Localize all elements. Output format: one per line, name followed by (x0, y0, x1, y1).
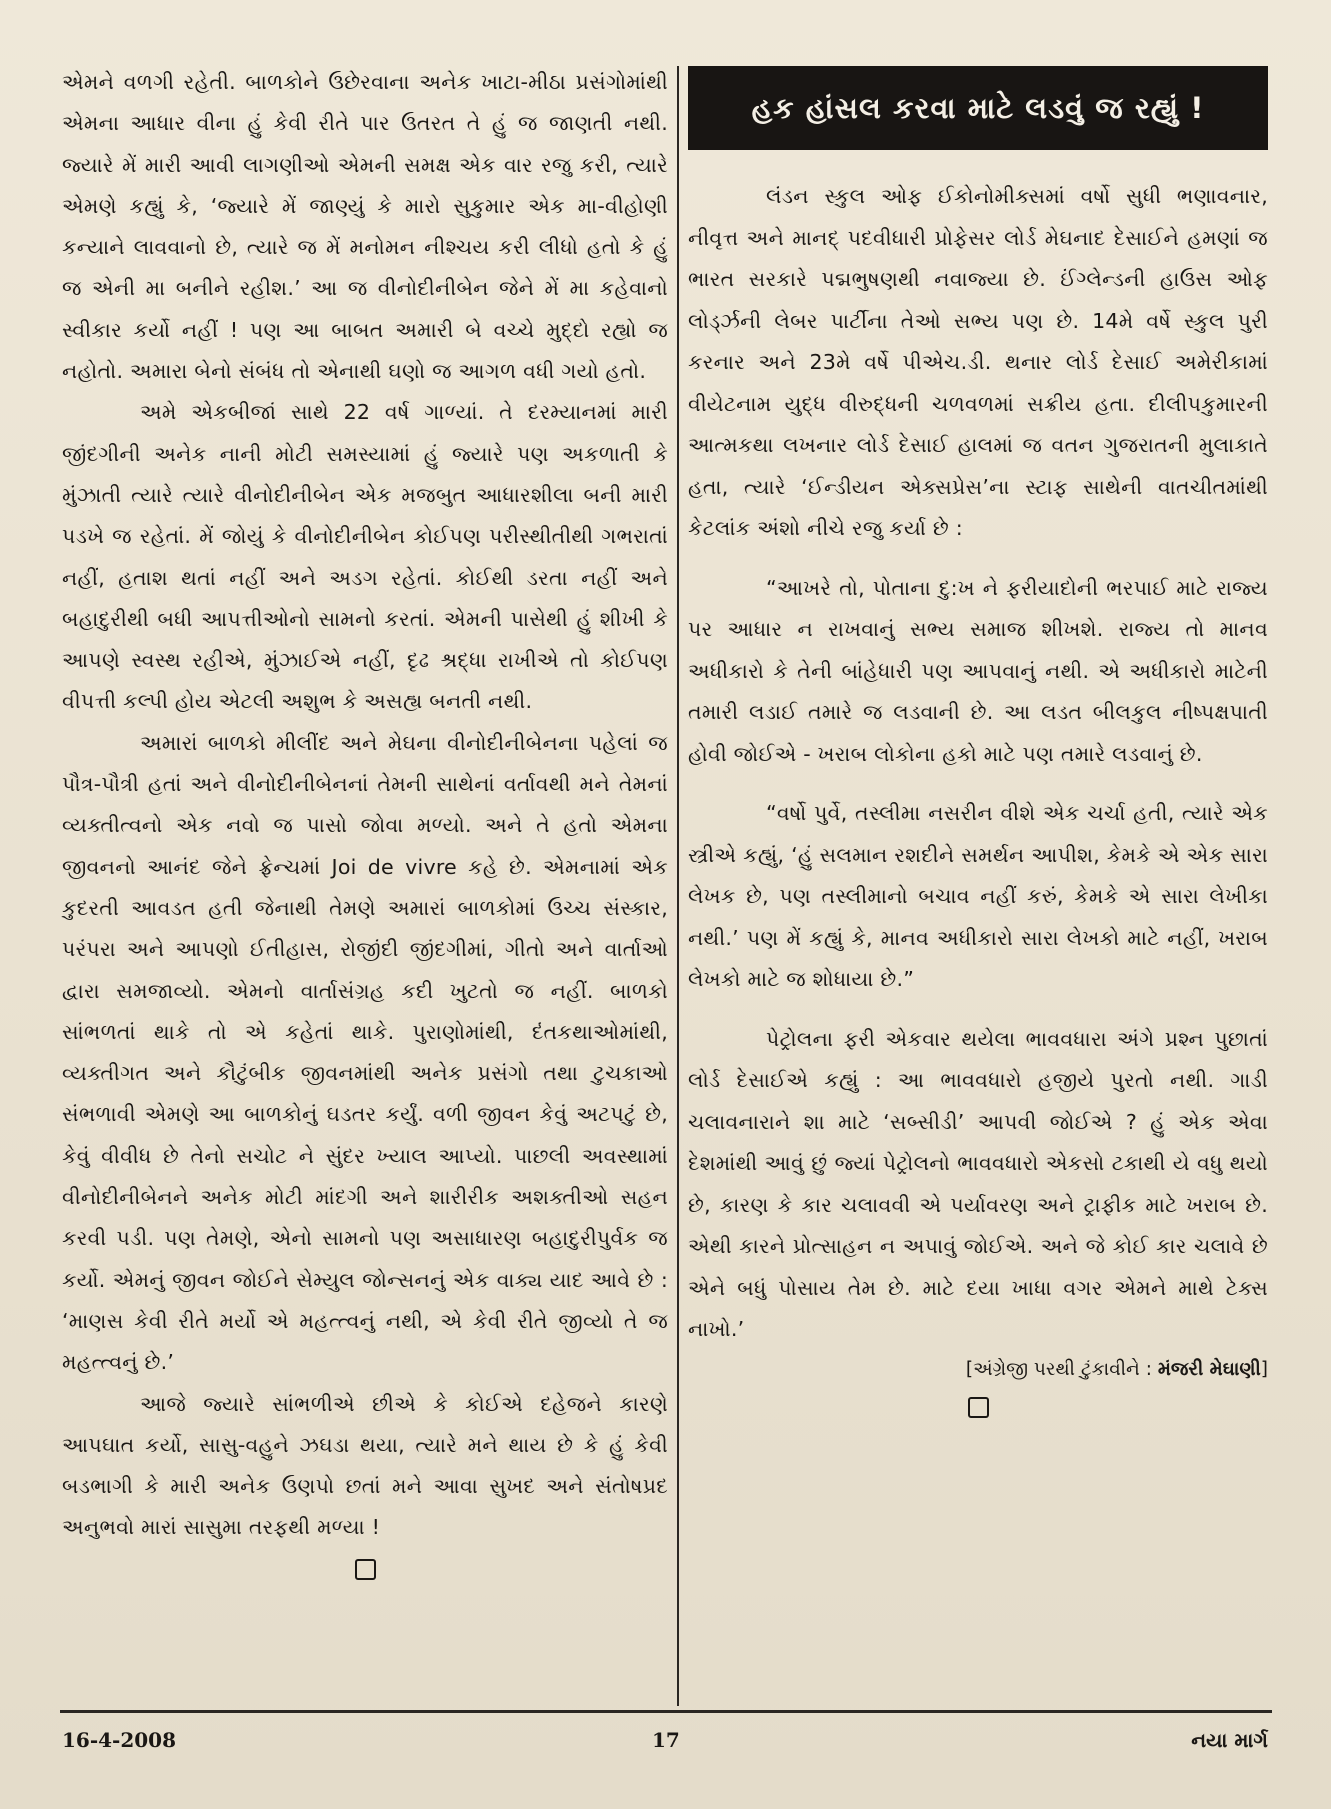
end-mark-icon (968, 1397, 989, 1418)
right-paragraph-3: “વર્ષો પુર્વે, તસ્લીમા નસરીન વીશે એક ચર્ચા હતી, ત્યારે એક સ્ત્રીએ કહ્યું, ‘હું સલમાન રશદીને સમર્થન આપીશ, કેમકે એ એક સારા લેખક છે, પણ તસ્લીમાનો બચાવ નહીં કરું, કેમકે એ સારા લેખીકા નથી.’ પણ મેં કહ્યું કે, માનવ અધીકારો સારા લેખકો માટે નહીં, ખરાબ લેખકો માટે જ શોધાયા છે.” (688, 801, 1268, 991)
left-paragraph-1: એમને વળગી રહેતી. બાળકોને ઉછેરવાના અનેક ખાટા-મીઠા પ્રસંગોમાંથી એમના આધાર વીના હું કેવી રીતે પાર ઉતરત તે હું જ જાણતી નથી. જ્યારે મેં મારી આવી લાગણીઓ એમની સમક્ષ એક વાર રજુ કરી, ત્યારે એમણે કહ્યું કે, ‘જ્યારે મેં જાણ્યું કે મારો સુકુમાર એક મા-વીહોણી કન્યાને લાવવાનો છે, ત્યારે જ મેં મનોમન નીશ્ચય કરી લીધો હતો કે હું જ એની મા બનીને રહીશ.’ આ જ વીનોદીનીબેન જેને મેં મા કહેવાનો સ્વીકાર કર્યો નહીં ! પણ આ બાબત અમારી બે વચ્ચે મુદ્દો રહ્યો જ નહોતો. અમારા બેનો સંબંધ તો એનાથી ઘણો જ આગળ વધી ગયો હતો. (62, 70, 668, 384)
right-paragraph-1: લંડન સ્કુલ ઓફ ઈકોનોમીક્સમાં વર્ષો સુધી ભણાવનાર, નીવૃત્ત અને માનદ્ પદવીધારી પ્રોફેસર લોર્ડ મેઘનાદ દેસાઈને હમણાં જ ભારત સરકારે પદ્મભુષણથી નવાજ્યા છે. ઈંગ્લેન્ડની હાઉસ ઓફ લોર્ડ્ઝની લેબર પાર્ટીના તેઓ સભ્ય પણ છે. 14મે વર્ષે સ્કુલ પુરી કરનાર અને 23મે વર્ષે પીએચ.ડી. થનાર લોર્ડ દેસાઈ અમેરીકામાં વીયેટનામ યુદ્ધ વીરુદ્ધની ચળવળમાં સક્રીય હતા. દીલીપકુમારની આત્મકથા લખનાર લોર્ડ દેસાઈ હાલમાં જ વતન ગુજરાતની મુલાકાતે હતા, ત્યારે ‘ઈન્ડીયન એક્સપ્રેસ’ના સ્ટાફ સાથેની વાતચીતમાંથી કેટલાંક અંશો નીચે રજુ કર્યા છે : (688, 184, 1268, 540)
footer-rule (60, 1710, 1272, 1713)
end-mark-icon (355, 1559, 376, 1580)
credit-suffix: ] (1260, 1358, 1268, 1380)
article-heading (688, 66, 1268, 150)
right-column (688, 62, 1268, 1418)
column-divider (677, 66, 679, 1706)
footer-date: 16-4-2008 (62, 1728, 177, 1752)
left-column (62, 62, 668, 1580)
translation-credit (688, 1353, 1268, 1387)
article-heading-text: હક હાંસલ કરવા માટે લડવું જ રહ્યું ! (751, 90, 1205, 125)
page-number: 17 (652, 1728, 680, 1752)
left-paragraph-2: અમે એકબીજાં સાથે 22 વર્ષ ગાળ્યાં. તે દરમ્યાનમાં મારી જીંદગીની અનેક નાની મોટી સમસ્યામાં હું જ્યારે પણ અકળાતી કે મુંઝાતી ત્યારે ત્યારે વીનોદીનીબેન એક મજબુત આધારશીલા બની મારી પડખે જ રહેતાં. મેં જોયું કે વીનોદીનીબેન કોઈપણ પરીસ્થીતીથી ગભરાતાં નહીં, હતાશ થતાં નહીં અને અડગ રહેતાં. કોઈથી ડરતા નહીં અને બહાદુરીથી બધી આપત્તીઓનો સામનો કરતાં. એમની પાસેથી હું શીખી કે આપણે સ્વસ્થ રહીએ, મુંઝાઈએ નહીં, દૃઢ શ્રદ્ધા રાખીએ તો કોઈપણ વીપત્તી કલ્પી હોય એટલી અશુભ કે અસહ્ય બનતી નથી. (62, 400, 668, 714)
credit-name: મંજરી મેઘાણી (1157, 1358, 1261, 1380)
left-paragraph-4: આજે જ્યારે સાંભળીએ છીએ કે કોઈએ દહેજને કારણે આપઘાત કર્યો, સાસુ-વહુને ઝઘડા થયા, ત્યારે મને થાય છે કે હું કેવી બડભાગી કે મારી અનેક ઉણપો છતાં મને આવા સુખદ અને સંતોષપ્રદ અનુભવો મારાં સાસુમા તરફથી મળ્યા ! (62, 1391, 668, 1540)
publication-name: નયા માર્ગ (1191, 1728, 1268, 1752)
page-footer (62, 1718, 1268, 1758)
credit-prefix: [અંગ્રેજી પરથી ટુંકાવીને : (965, 1358, 1158, 1380)
right-paragraph-4: પેટ્રોલના ફરી એકવાર થયેલા ભાવવધારા અંગે પ્રશ્ન પુછાતાં લોર્ડ દેસાઈએ કહ્યું : આ ભાવવધારો હજીયે પુરતો નથી. ગાડી ચલાવનારાને શા માટે ‘સબ્સીડી’ આપવી જોઈએ ? હું એક એવા દેશમાંથી આવું છું જ્યાં પેટ્રોલનો ભાવવધારો એકસો ટકાથી યે વધુ થયો છે, કારણ કે કાર ચલાવવી એ પર્યાવરણ અને ટ્રાફીક માટે ખરાબ છે. એથી કારને પ્રોત્સાહન ન અપાવું જોઈએ. અને જે કોઈ કાર ચલાવે છે એને બધું પોસાય તેમ છે. માટે દયા ખાધા વગર એમને માથે ટેક્સ નાખો.’ (688, 1026, 1268, 1341)
right-paragraph-2: “આખરે તો, પોતાના દુ:ખ ને ફરીયાદોની ભરપાઈ માટે રાજ્ય પર આધાર ન રાખવાનું સભ્ય સમાજ શીખશે. રાજ્ય તો માનવ અધીકારો કે તેની બાંહેધારી પણ આપવાનું નથી. એ અધીકારો માટેની તમારી લડાઈ તમારે જ લડવાની છે. આ લડત બીલકુલ નીષ્પક્ષપાતી હોવી જોઈએ - ખરાબ લોકોના હકો માટે પણ તમારે લડવાનું છે. (688, 575, 1268, 766)
left-paragraph-3: અમારાં બાળકો મીલીંદ અને મેઘના વીનોદીનીબેનના પહેલાં જ પૌત્ર-પૌત્રી હતાં અને વીનોદીનીબેનનાં તેમની સાથેનાં વર્તાવથી મને તેમનાં વ્યક્તીત્વનો એક નવો જ પાસો જોવા મળ્યો. અને તે હતો એમના જીવનનો આનંદ જેને ફ્રેન્ચમાં Joi de vivre કહે છે. એમનામાં એક કુદરતી આવડત હતી જેનાથી તેમણે અમારાં બાળકોમાં ઉચ્ચ સંસ્કાર, પરંપરા અને આપણો ઈતીહાસ, રોજીંદી જીંદગીમાં, ગીતો અને વાર્તાઓ દ્વારા સમજાવ્યો. એમનો વાર્તાસંગ્રહ કદી ખુટતો જ નહીં. બાળકો સાંભળતાં થાકે તો એ કહેતાં થાકે. પુરાણોમાંથી, દંતકથાઓમાંથી, વ્યક્તીગત અને કૌટુંબીક જીવનમાંથી અનેક પ્રસંગો તથા ટુચકાઓ સંભળાવી એમણે આ બાળકોનું ઘડતર કર્યું. વળી જીવન કેવું અટપટું છે, કેવું વીવીધ છે તેનો સચોટ ને સુંદર ખ્યાલ આપ્યો. પાછલી અવસ્થામાં વીનોદીનીબેનને અનેક મોટી માંદગી અને શારીરીક અશક્તીઓ સહન કરવી પડી. પણ તેમણે, એનો સામનો પણ અસાધારણ બહાદુરીપુર્વક જ કર્યો. એમનું જીવન જોઈને સેમ્યુલ જોન્સનનું એક વાક્ય યાદ આવે છે : ‘માણસ કેવી રીતે મર્યો એ મહત્ત્વનું નથી, એ કેવી રીતે જીવ્યો તે જ મહત્ત્વનું છે.’ (62, 730, 668, 1375)
